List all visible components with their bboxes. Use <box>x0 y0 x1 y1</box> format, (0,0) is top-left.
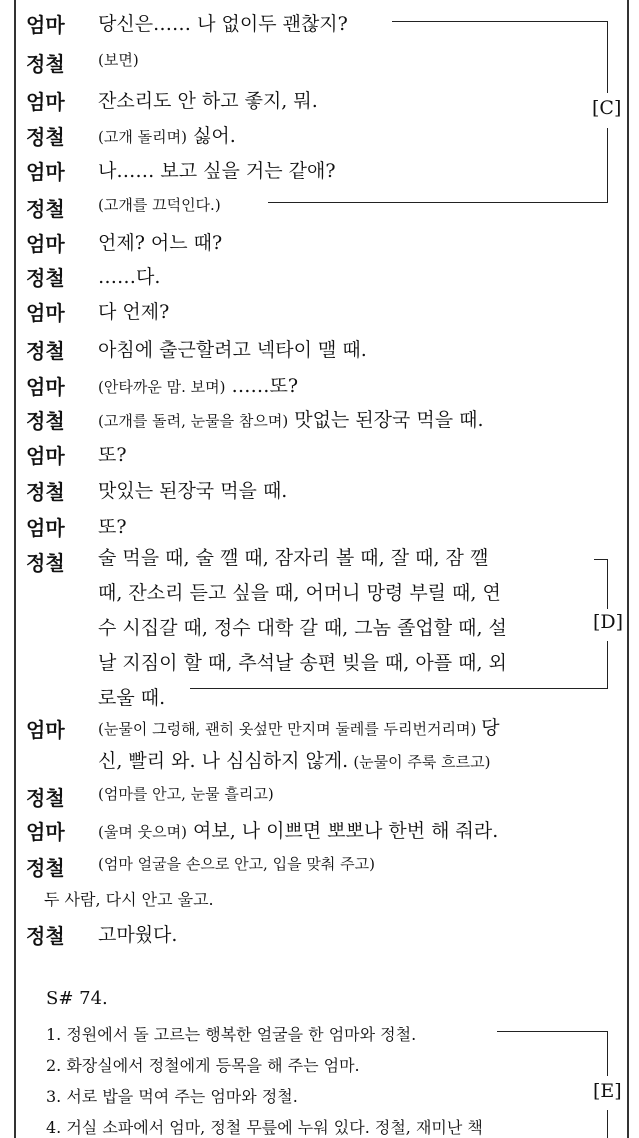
speech-line: 로울 때. <box>98 687 166 709</box>
line-text <box>98 48 139 70</box>
bracket-tag-e: [E] <box>593 1080 622 1102</box>
left-border <box>14 0 16 1138</box>
speaker: 정철 <box>26 551 65 575</box>
bracket-line <box>607 1031 608 1076</box>
line-text: (울며 웃으며) 여보, 나 이쁘면 뽀뽀나 한번 해 줘라. <box>98 820 499 842</box>
speaker: 정철 <box>26 339 65 363</box>
stage-direction: (보면) <box>98 51 139 69</box>
speaker: 정철 <box>26 924 65 948</box>
scene-item: 2. 화장실에서 정철에게 등목을 해 주는 엄마. <box>46 1056 360 1075</box>
line-text: 맛있는 된장국 먹을 때. <box>98 480 288 502</box>
scene-item: 4. 거실 소파에서 엄마, 정철 무릎에 누워 있다. 정철, 재미난 책 <box>46 1118 483 1137</box>
stage-direction: (안타까운 맘. 보며) <box>98 378 226 396</box>
line-text: 또? <box>98 516 127 538</box>
line-text <box>98 852 375 874</box>
stage-direction: (고개를 끄덕인다.) <box>98 196 221 214</box>
speaker: 엄마 <box>26 718 65 742</box>
line-text: 고마웠다. <box>98 924 178 946</box>
line-text: (안타까운 맘. 보며) ……또? <box>98 375 299 397</box>
scene-heading: S# 74. <box>46 988 108 1009</box>
bracket-tag-c: [C] <box>592 97 622 119</box>
bracket-line <box>268 202 608 203</box>
speaker: 정철 <box>26 52 65 76</box>
speech-text: 신, 빨리 와. 나 심심하지 않게. <box>98 750 349 772</box>
speech-text: 당 <box>481 717 500 739</box>
line-text: 당신은…… 나 없이두 괜찮지? <box>98 13 348 35</box>
bracket-line <box>607 21 608 93</box>
bracket-line <box>607 128 608 202</box>
speaker: 정철 <box>26 266 65 290</box>
speech-line: 때, 잔소리 듣고 싶을 때, 어머니 망령 부릴 때, 연 <box>98 582 501 604</box>
speaker: 정철 <box>26 786 65 810</box>
speaker: 정철 <box>26 409 65 433</box>
scene-item: 3. 서로 밥을 먹여 주는 엄마와 정철. <box>46 1087 298 1106</box>
bracket-line <box>392 21 608 22</box>
speaker: 엄마 <box>26 820 65 844</box>
line-text: (고개를 돌려, 눈물을 참으며) 맛없는 된장국 먹을 때. <box>98 409 484 431</box>
line-text <box>98 193 221 215</box>
speaker: 정철 <box>26 856 65 880</box>
speech-line: 날 지짐이 할 때, 추석날 송편 빚을 때, 아플 때, 외 <box>98 652 507 674</box>
line-text: 다 언제? <box>98 301 170 323</box>
stage-direction: (눈물이 그렁해, 괜히 옷섶만 만지며 둘레를 두리번거리며) <box>98 720 477 738</box>
long-speech <box>98 541 608 716</box>
speaker: 엄마 <box>26 375 65 399</box>
speaker: 정철 <box>26 197 65 221</box>
bracket-line <box>190 688 608 689</box>
line-text: (고개 돌리며) 싫어. <box>98 125 236 147</box>
speaker: 엄마 <box>26 444 65 468</box>
bracket-line <box>607 641 608 688</box>
line-text: ……다. <box>98 266 161 288</box>
line-text: 나…… 보고 싶을 거는 같애? <box>98 160 336 182</box>
scene-item: 1. 정원에서 돌 고르는 행복한 얼굴을 한 엄마와 정철. <box>46 1025 417 1044</box>
speaker: 엄마 <box>26 90 65 114</box>
stage-direction: (고개를 돌려, 눈물을 참으며) <box>98 412 289 430</box>
speaker: 엄마 <box>26 232 65 256</box>
line-text: 아침에 출근할려고 넥타이 맬 때. <box>98 339 367 361</box>
bracket-line <box>497 1031 607 1032</box>
stage-direction: (눈물이 주룩 흐르고) <box>353 753 491 771</box>
bracket-tag-d: [D] <box>593 611 624 633</box>
speaker: 엄마 <box>26 13 65 37</box>
stage-direction: (엄마 얼굴을 손으로 안고, 입을 맞춰 주고) <box>98 855 375 873</box>
bracket-line <box>607 559 608 609</box>
line-text: 또? <box>98 444 127 466</box>
right-border <box>627 0 629 1138</box>
speech-line: 수 시집갈 때, 정수 대학 갈 때, 그놈 졸업할 때, 설 <box>98 617 507 639</box>
stage-direction: (엄마를 안고, 눈물 흘리고) <box>98 785 274 803</box>
stage-direction: (울며 웃으며) <box>98 823 187 841</box>
line-text: 언제? 어느 때? <box>98 232 223 254</box>
line-text <box>98 746 490 773</box>
speaker: 정철 <box>26 480 65 504</box>
line-text <box>98 782 274 804</box>
speaker: 엄마 <box>26 160 65 184</box>
speaker: 엄마 <box>26 516 65 540</box>
line-text: 잔소리도 안 하고 좋지, 뭐. <box>98 90 318 112</box>
speaker: 엄마 <box>26 301 65 325</box>
stage-direction: (고개 돌리며) <box>98 128 187 146</box>
speaker: 정철 <box>26 125 65 149</box>
bracket-line <box>594 559 608 560</box>
action-direction: 두 사람, 다시 안고 울고. <box>44 890 214 909</box>
bracket-line <box>607 1110 608 1138</box>
line-text <box>98 713 500 740</box>
speech-line: 술 먹을 때, 술 깰 때, 잠자리 볼 때, 잘 때, 잠 깰 <box>98 547 489 569</box>
